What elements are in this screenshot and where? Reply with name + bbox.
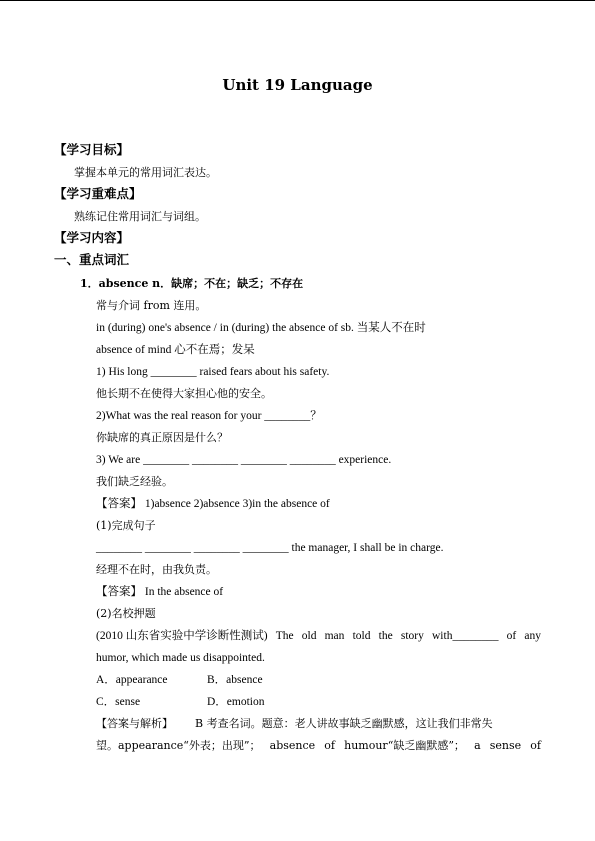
exam-word: of — [506, 630, 517, 642]
option-d: D．emotion — [207, 696, 265, 708]
example-1-en: 1) His long ________ raised fears about his safety. — [96, 366, 330, 378]
exam-question-line-2: humor, which made us disappointed. — [96, 652, 265, 664]
exam-word: story — [400, 630, 424, 642]
answer-1: 【答案】 1)absence 2)absence 3)in the absence of — [96, 498, 330, 510]
entry-headword: 1．absence n．缺席；不在；缺乏；不存在 — [80, 277, 304, 290]
complete-sentence-zh: 经理不在时，由我负责。 — [96, 563, 217, 576]
exam-word: told — [352, 630, 371, 642]
explanation-text: B 考查名词。题意：老人讲故事缺乏幽默感，这让我们非常失 — [195, 717, 493, 730]
exam-word: the — [378, 630, 393, 642]
goals-text: 掌握本单元的常用词汇表达。 — [74, 166, 217, 179]
option-b: B．absence — [207, 674, 263, 686]
entry-note: 常与介词 from 连用。 — [96, 299, 207, 312]
phrase-absence-of-mind: absence of mind 心不在焉；发呆 — [96, 344, 255, 356]
complete-sentence-en: ________ ________ ________ ________ the manager, I shall be in charge. — [96, 542, 444, 554]
explanation-word: absence — [269, 739, 316, 752]
explanation-word: sense — [489, 739, 522, 752]
explanation-word: humour“缺乏幽默感”； — [344, 739, 465, 752]
key-points-text: 熟练记住常用词汇与词组。 — [74, 210, 206, 223]
exam-heading: (2)名校押题 — [96, 607, 156, 620]
option-a: A．appearance — [96, 674, 168, 686]
explanation-word: of — [530, 739, 541, 752]
explanation-word: a — [474, 739, 481, 752]
exam-word: man — [324, 630, 345, 642]
part-one-heading: 一、重点词汇 — [54, 252, 130, 267]
exam-word: The — [275, 630, 294, 642]
exam-word: old — [301, 630, 317, 642]
exam-word: any — [524, 630, 541, 642]
top-border-line — [0, 0, 595, 1]
answer-2: 【答案】 In the absence of — [96, 586, 224, 598]
exam-word: with________ — [432, 630, 499, 642]
example-3-en: 3) We are ________ ________ ________ ________ experience. — [96, 454, 392, 466]
example-2-zh: 你缺席的真正原因是什么？ — [96, 431, 228, 444]
goals-heading: 【学习目标】 — [54, 142, 130, 157]
page-title: Unit 19 Language — [222, 76, 373, 94]
explanation-line-2 — [96, 739, 541, 753]
phrase-in-absence: in (during) one's absence / in (during) the absence of sb. 当某人不在时 — [96, 322, 426, 334]
explanation-label: 【答案与解析】 — [96, 717, 173, 730]
example-1-zh: 他长期不在使得大家担心他的安全。 — [96, 387, 272, 400]
example-3-zh: 我们缺乏经验。 — [96, 475, 173, 488]
exam-question-line-1 — [96, 629, 541, 643]
example-2-en: 2)What was the real reason for your ________？ — [96, 410, 322, 422]
explanation-line-1 — [96, 717, 493, 731]
option-c: C．sense — [96, 696, 141, 708]
explanation-word: 望。appearance“外表；出现”； — [96, 739, 261, 752]
explanation-word: of — [324, 739, 335, 752]
complete-sentence-heading: (1)完成句子 — [96, 519, 156, 532]
key-points-heading: 【学习重难点】 — [54, 186, 142, 201]
content-heading: 【学习内容】 — [54, 230, 130, 245]
exam-word: (2010 山东省实验中学诊断性测试) — [96, 630, 268, 642]
